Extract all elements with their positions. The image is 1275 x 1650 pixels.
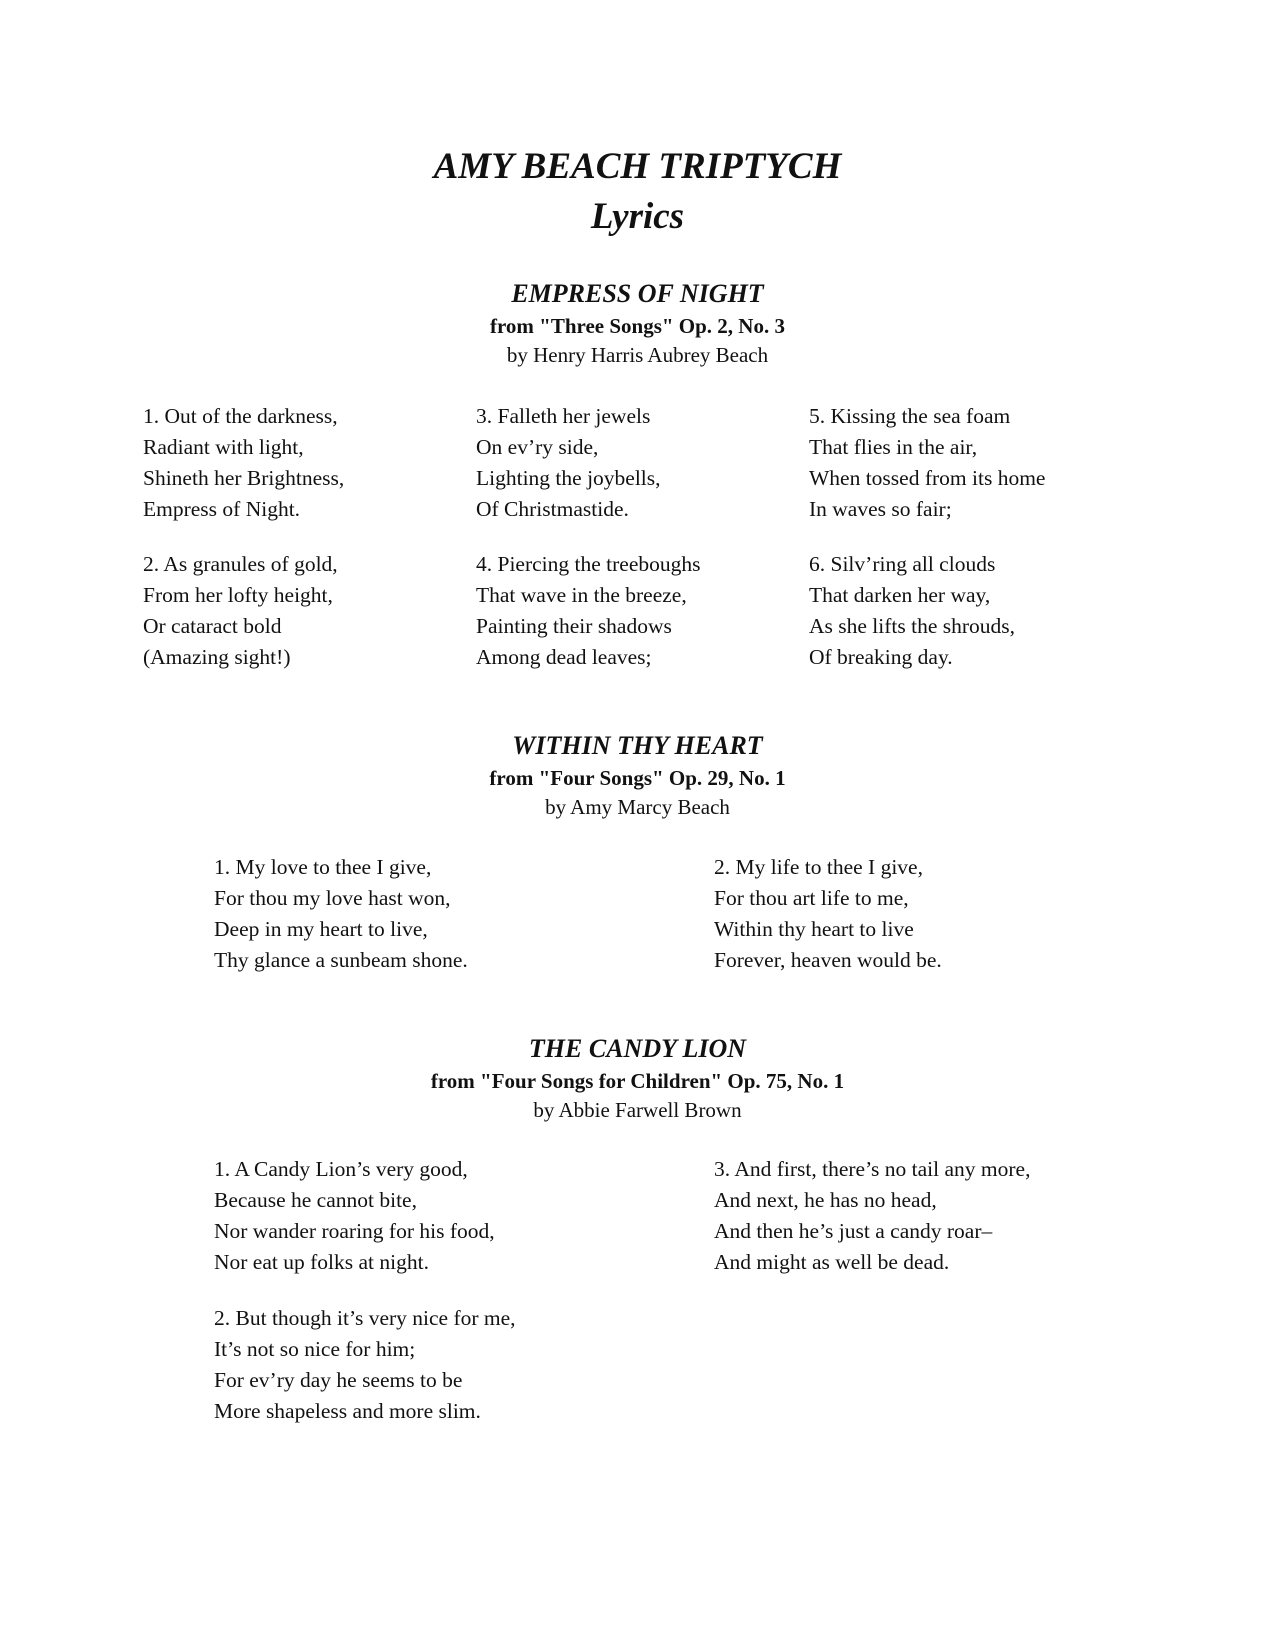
lyric-line: For ev’ry day he seems to be <box>214 1368 463 1392</box>
lyric-line: 1. My love to thee I give, <box>214 855 432 879</box>
lyric-line: On ev’ry side, <box>476 435 599 459</box>
stanza-empress-1 <box>143 401 344 525</box>
lyric-line: 1. A Candy Lion’s very good, <box>214 1157 468 1181</box>
lyric-line: And might as well be dead. <box>714 1250 950 1274</box>
lyric-line: Lighting the joybells, <box>476 466 661 490</box>
stanza-within-2 <box>714 852 942 976</box>
song-source-within-thy-heart: from "Four Songs" Op. 29, No. 1 <box>489 766 786 790</box>
lyric-line: For thou art life to me, <box>714 886 909 910</box>
lyric-line: Within thy heart to live <box>714 917 914 941</box>
lyric-line: 1. Out of the darkness, <box>143 404 338 428</box>
lyric-line: 3. And first, there’s no tail any more, <box>714 1157 1031 1181</box>
lyric-line: As she lifts the shrouds, <box>809 614 1016 638</box>
song-source-empress-of-night: from "Three Songs" Op. 2, No. 3 <box>490 314 785 338</box>
stanza-candy-2 <box>214 1303 516 1427</box>
lyric-line: And then he’s just a candy roar– <box>714 1219 993 1243</box>
lyric-line: 4. Piercing the treeboughs <box>476 552 701 576</box>
song-title-empress-of-night: EMPRESS OF NIGHT <box>511 279 764 308</box>
lyric-line: Among dead leaves; <box>476 645 652 669</box>
lyric-line: And next, he has no head, <box>714 1188 937 1212</box>
song-author-within-thy-heart: by Amy Marcy Beach <box>545 795 730 819</box>
lyric-line: 2. As granules of gold, <box>143 552 338 576</box>
song-author-the-candy-lion: by Abbie Farwell Brown <box>533 1098 742 1122</box>
lyric-line: Empress of Night. <box>143 497 301 521</box>
lyric-line: Shineth her Brightness, <box>143 466 345 490</box>
lyric-line: More shapeless and more slim. <box>214 1399 481 1423</box>
song-author-empress-of-night: by Henry Harris Aubrey Beach <box>506 343 769 367</box>
lyric-line: When tossed from its home <box>809 466 1046 490</box>
lyric-line: From her lofty height, <box>143 583 333 607</box>
stanza-empress-4 <box>476 549 701 673</box>
document-title: AMY BEACH TRIPTYCH <box>433 146 842 187</box>
lyric-line: Or cataract bold <box>143 614 282 638</box>
stanza-candy-3 <box>714 1154 1030 1278</box>
lyric-line: 6. Silv’ring all clouds <box>809 552 996 576</box>
lyric-line: That flies in the air, <box>809 435 978 459</box>
lyric-line: That wave in the breeze, <box>476 583 687 607</box>
lyric-line: That darken her way, <box>809 583 991 607</box>
stanza-candy-1 <box>214 1154 495 1278</box>
lyric-line: Because he cannot bite, <box>214 1188 417 1212</box>
lyric-line: In waves so fair; <box>809 497 952 521</box>
lyric-line: Nor wander roaring for his food, <box>214 1219 495 1243</box>
stanza-empress-3 <box>476 401 661 525</box>
lyric-line: Nor eat up folks at night. <box>214 1250 429 1274</box>
lyric-line: 3. Falleth her jewels <box>476 404 651 428</box>
lyric-line: 2. My life to thee I give, <box>714 855 923 879</box>
stanza-empress-2 <box>143 549 338 673</box>
lyric-line: Painting their shadows <box>476 614 672 638</box>
stanza-within-1 <box>214 852 468 976</box>
lyric-line: (Amazing sight!) <box>143 645 291 669</box>
song-title-the-candy-lion: THE CANDY LION <box>528 1034 747 1063</box>
lyric-line: 5. Kissing the sea foam <box>809 404 1011 428</box>
lyric-line: Of Christmastide. <box>476 497 629 521</box>
lyric-line: For thou my love hast won, <box>214 886 451 910</box>
stanza-empress-5 <box>809 401 1045 525</box>
lyric-line: It’s not so nice for him; <box>214 1337 416 1361</box>
lyric-line: 2. But though it’s very nice for me, <box>214 1306 516 1330</box>
song-title-within-thy-heart: WITHIN THY HEART <box>512 731 763 760</box>
lyric-line: Radiant with light, <box>143 435 304 459</box>
lyric-line: Deep in my heart to live, <box>214 917 428 941</box>
lyric-line: Forever, heaven would be. <box>714 948 942 972</box>
song-source-the-candy-lion: from "Four Songs for Children" Op. 75, No. 1 <box>430 1069 845 1093</box>
stanza-empress-6 <box>809 549 1015 673</box>
lyric-line: Thy glance a sunbeam shone. <box>214 948 468 972</box>
document-subtitle: Lyrics <box>590 196 685 237</box>
lyric-line: Of breaking day. <box>809 645 953 669</box>
